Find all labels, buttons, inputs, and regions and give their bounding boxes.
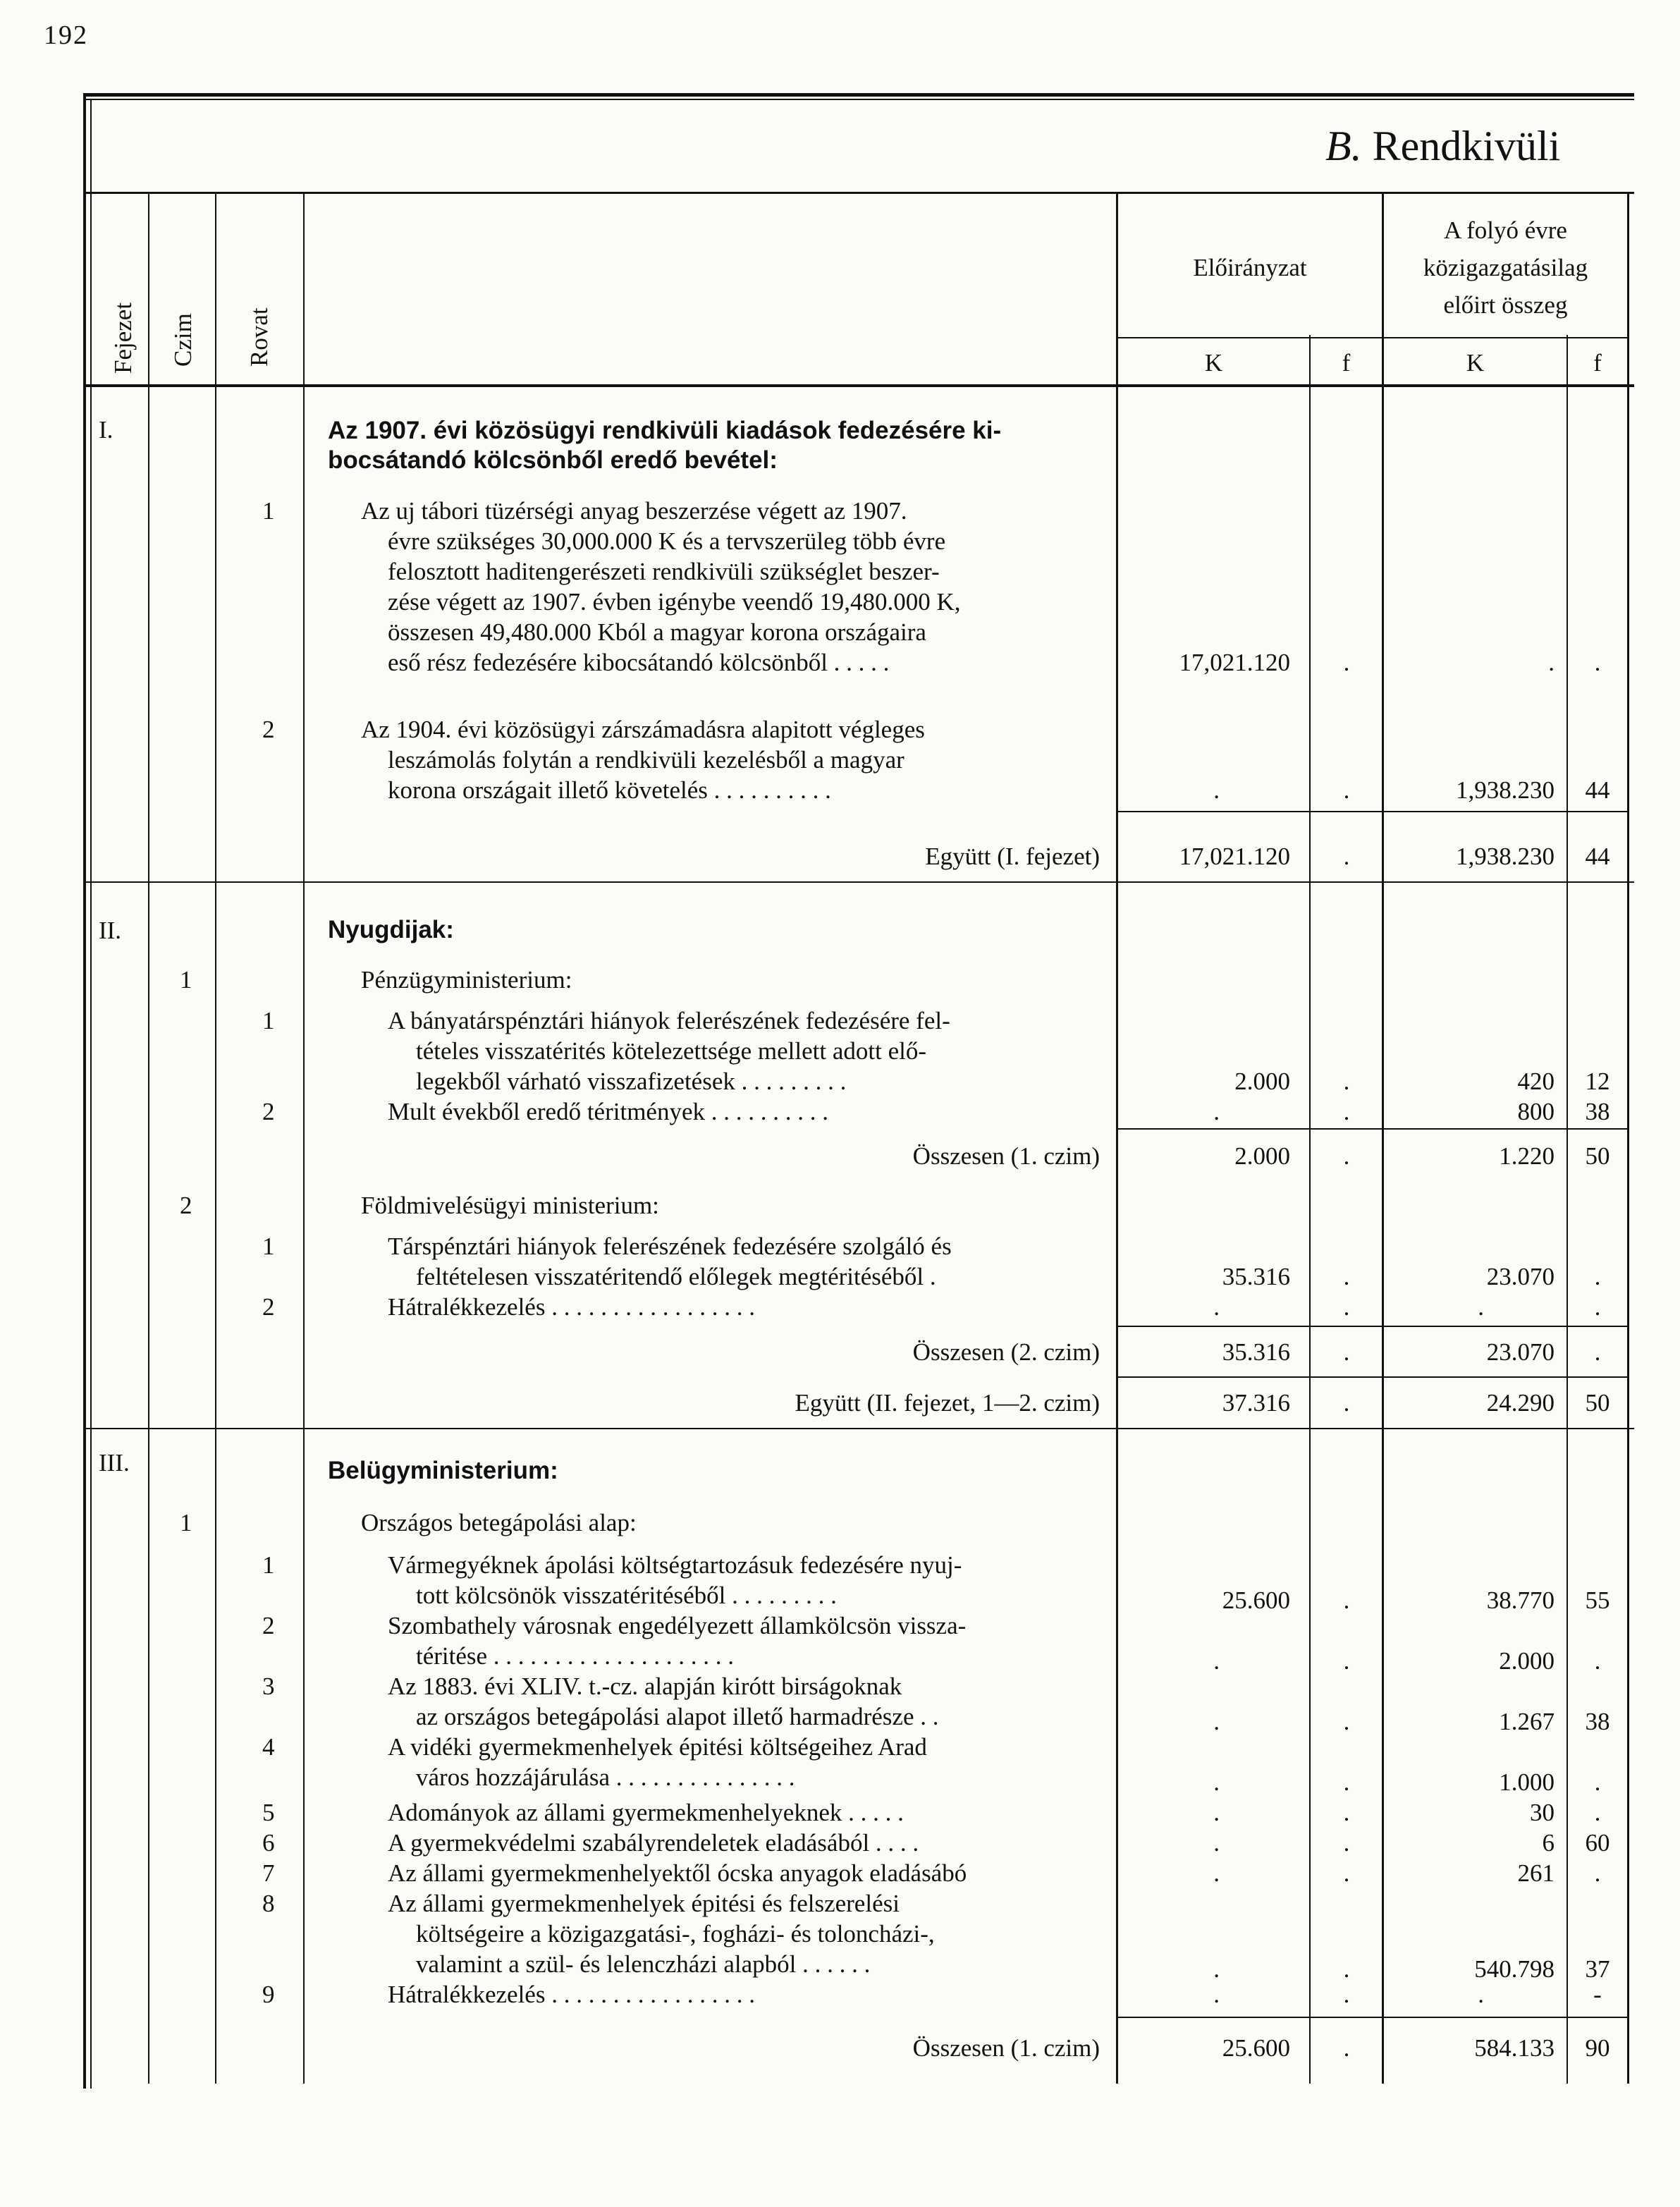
row-II-2-1-k1: 35.316 bbox=[1222, 1263, 1290, 1290]
row-II-1-2-f2: 38 bbox=[1585, 1098, 1610, 1125]
header-fejezet: Fejezet bbox=[109, 302, 137, 374]
left-border bbox=[83, 93, 86, 2089]
row-III-8-line2: költségeire a közigazgatási-, fogházi- és toloncházi-, bbox=[416, 1920, 935, 1948]
rovat-III-1: 1 bbox=[262, 1551, 275, 1579]
row-II-1-1-k1: 2.000 bbox=[1234, 1068, 1290, 1095]
sum-II-k1: 37.316 bbox=[1222, 1389, 1290, 1417]
header-k2: K bbox=[1466, 349, 1485, 377]
row-III-1-f2: 55 bbox=[1585, 1587, 1610, 1614]
fejezet-II: II. bbox=[99, 917, 122, 944]
row-III-8-k1: . bbox=[1213, 1955, 1220, 1983]
sum-II-1-k2: 1.220 bbox=[1499, 1142, 1555, 1170]
row-III-2-k1: . bbox=[1213, 1647, 1220, 1675]
sum-I-f1: . bbox=[1343, 843, 1350, 870]
sum-III-1-f2: 90 bbox=[1585, 2034, 1610, 2062]
sum-II-label: Együtt (II. fejezet, 1—2. czim) bbox=[795, 1389, 1100, 1417]
czim-II-1: 1 bbox=[180, 966, 192, 994]
row-III-5-k2: 30 bbox=[1530, 1799, 1555, 1826]
sum-I-k2: 1,938.230 bbox=[1456, 843, 1555, 870]
rovat-III-3: 3 bbox=[262, 1673, 275, 1700]
row-III-2-f1: . bbox=[1343, 1647, 1350, 1675]
rovat-II-2-2: 2 bbox=[262, 1293, 275, 1321]
row-III-6-k1: . bbox=[1213, 1829, 1220, 1857]
row-I-1-line4: zése végett az 1907. évben igénybe veendő 19,480.000 K, bbox=[388, 588, 961, 616]
row-III-7-k1: . bbox=[1213, 1859, 1220, 1887]
header-eloiranyzat: Előirányzat bbox=[1193, 254, 1307, 281]
row-III-3-k2: 1.267 bbox=[1499, 1708, 1555, 1735]
header-unit-rule bbox=[1118, 337, 1627, 338]
rovat-III-9: 9 bbox=[262, 1981, 275, 2008]
row-I-1-k2: . bbox=[1548, 649, 1555, 676]
sum-II-1-f2: 50 bbox=[1585, 1142, 1610, 1170]
sum-II-1-rule bbox=[1118, 1128, 1627, 1130]
row-III-4-line1: A vidéki gyermekmenhelyek épitési költségeihez Arad bbox=[388, 1733, 927, 1761]
sum-II-1-f1: . bbox=[1343, 1142, 1350, 1170]
header-folyo-3: előirt összeg bbox=[1443, 291, 1568, 319]
row-I-1-line2: évre szükséges 30,000.000 K és a tervszerüleg több évre bbox=[388, 527, 946, 555]
sum-II-f1: . bbox=[1343, 1389, 1350, 1417]
sum-II-1-k1: 2.000 bbox=[1234, 1142, 1290, 1170]
section-I-heading-1: Az 1907. évi közösügyi rendkivüli kiadások fedezésére ki- bbox=[328, 417, 1002, 444]
col-line-right bbox=[1627, 194, 1629, 2084]
row-I-1-f1: . bbox=[1343, 649, 1350, 676]
row-III-7-k2: 261 bbox=[1517, 1859, 1555, 1887]
row-II-2-1-line1: Társpénztári hiányok felerészének fedezésére szolgáló és bbox=[388, 1233, 952, 1260]
header-f2: f bbox=[1593, 349, 1602, 377]
czim-III-1: 1 bbox=[180, 1509, 192, 1536]
col-line-desc bbox=[1116, 194, 1118, 2084]
section-title-text: Rendkivüli bbox=[1372, 123, 1561, 169]
sum-III-1-f1: . bbox=[1343, 2034, 1350, 2062]
header-folyo-2: közigazgatásilag bbox=[1423, 254, 1588, 281]
czim-II-1-label: Pénzügyministerium: bbox=[361, 966, 572, 994]
row-II-1-1-f2: 12 bbox=[1585, 1068, 1610, 1095]
row-III-1-k2: 38.770 bbox=[1486, 1587, 1555, 1614]
row-II-2-2-f2: . bbox=[1594, 1293, 1601, 1321]
fejezet-I: I. bbox=[99, 416, 114, 444]
sum-II-f2: 50 bbox=[1585, 1389, 1610, 1417]
row-I-1-f2: . bbox=[1594, 649, 1601, 676]
fejezet-III: III. bbox=[99, 1449, 130, 1477]
row-I-2-f2: 44 bbox=[1585, 776, 1610, 804]
row-II-1-1-f1: . bbox=[1343, 1068, 1350, 1095]
section-II-end-rule bbox=[83, 1428, 1634, 1429]
row-I-2-line2: leszámolás folytán a rendkivüli kezelésből a magyar bbox=[388, 746, 905, 774]
row-III-4-line2: város hozzájárulása . . . . . . . . . . . . . . . bbox=[416, 1763, 795, 1791]
section-title-prefix: B. bbox=[1325, 123, 1362, 169]
sum-III-1-k2: 584.133 bbox=[1474, 2034, 1555, 2062]
row-II-1-2-k1: . bbox=[1213, 1098, 1220, 1125]
row-II-2-2-line1: Hátralékkezelés . . . . . . . . . . . . . . . . . bbox=[388, 1293, 755, 1321]
row-III-9-f1: . bbox=[1343, 1981, 1350, 2008]
rovat-III-8: 8 bbox=[262, 1890, 275, 1917]
czim-II-2-label: Földmivelésügyi ministerium: bbox=[361, 1192, 659, 1219]
row-III-3-f1: . bbox=[1343, 1708, 1350, 1735]
section-I-heading-2: bocsátandó kölcsönből eredő bevétel: bbox=[328, 446, 778, 474]
row-I-1-line3: felosztott haditengerészeti rendkivüli szükséglet beszer- bbox=[388, 558, 940, 585]
row-III-2-k2: 2.000 bbox=[1499, 1647, 1555, 1675]
col-line-k1 bbox=[1309, 335, 1311, 2084]
header-czim: Czim bbox=[169, 313, 197, 367]
row-III-6-f1: . bbox=[1343, 1829, 1350, 1857]
row-III-9-line1: Hátralékkezelés . . . . . . . . . . . . . . . . . bbox=[388, 1981, 755, 2008]
section-title bbox=[1325, 121, 1560, 171]
row-III-2-line2: téritése . . . . . . . . . . . . . . . . . . . . bbox=[416, 1642, 735, 1670]
sum-II-1-label: Összesen (1. czim) bbox=[912, 1142, 1100, 1170]
sum-III-1-label: Összesen (1. czim) bbox=[912, 2034, 1100, 2062]
row-I-2-k2: 1,938.230 bbox=[1456, 776, 1555, 804]
header-k1: K bbox=[1204, 349, 1223, 377]
row-III-1-f1: . bbox=[1343, 1587, 1350, 1614]
row-III-8-f1: . bbox=[1343, 1955, 1350, 1983]
rovat-I-2: 2 bbox=[262, 716, 275, 743]
section-II-heading: Nyugdijak: bbox=[328, 916, 454, 943]
row-III-4-f2: . bbox=[1594, 1768, 1601, 1796]
row-III-7-f1: . bbox=[1343, 1859, 1350, 1887]
row-II-2-2-k1: . bbox=[1213, 1293, 1220, 1321]
row-II-1-1-line3: legekből várható visszafizetések . . . . . . . . . bbox=[416, 1068, 847, 1095]
row-II-2-2-f1: . bbox=[1343, 1293, 1350, 1321]
section-III-heading: Belügyministerium: bbox=[328, 1457, 558, 1484]
rovat-III-7: 7 bbox=[262, 1859, 275, 1887]
sum-I-label: Együtt (I. fejezet) bbox=[925, 843, 1100, 870]
row-III-4-k2: 1.000 bbox=[1499, 1768, 1555, 1796]
row-II-1-2-f1: . bbox=[1343, 1098, 1350, 1125]
sum-III-1-rule bbox=[1118, 2017, 1627, 2018]
row-I-1-line5: összesen 49,480.000 Kból a magyar korona országaira bbox=[388, 618, 926, 646]
row-III-7-f2: . bbox=[1594, 1859, 1601, 1887]
rovat-III-2: 2 bbox=[262, 1612, 275, 1639]
col-line-k2 bbox=[1566, 335, 1568, 2084]
page-number: 192 bbox=[44, 20, 88, 50]
row-III-5-f1: . bbox=[1343, 1799, 1350, 1826]
row-III-5-line1: Adományok az állami gyermekmenhelyeknek . . . . . bbox=[388, 1799, 904, 1826]
row-III-9-f2: - bbox=[1593, 1981, 1602, 2008]
rovat-III-6: 6 bbox=[262, 1829, 275, 1857]
sum-II-2-label: Összesen (2. czim) bbox=[912, 1338, 1100, 1366]
rovat-II-2-1: 1 bbox=[262, 1233, 275, 1260]
row-II-1-2-k2: 800 bbox=[1517, 1098, 1555, 1125]
row-III-8-k2: 540.798 bbox=[1474, 1955, 1555, 1983]
section-I-end-rule bbox=[83, 881, 1634, 883]
top-rule bbox=[83, 93, 1634, 97]
sum-II-2-f1: . bbox=[1343, 1338, 1350, 1366]
col-line-f1 bbox=[1382, 194, 1384, 2084]
row-II-1-2-line1: Mult évekből eredő téritmények . . . . . . . . . . bbox=[388, 1098, 828, 1125]
row-III-4-f1: . bbox=[1343, 1768, 1350, 1796]
row-I-2-f1: . bbox=[1343, 776, 1350, 804]
rovat-III-5: 5 bbox=[262, 1799, 275, 1826]
row-I-2-line3: korona országait illető követelés . . . . . . . . . . bbox=[388, 776, 831, 804]
row-II-2-1-k2: 23.070 bbox=[1486, 1263, 1555, 1290]
sum-II-k2: 24.290 bbox=[1486, 1389, 1555, 1417]
header-top-rule bbox=[83, 192, 1634, 194]
row-III-7-line1: Az állami gyermekmenhelyektől ócska anyagok eladásábó bbox=[388, 1859, 967, 1887]
row-I-2-line1: Az 1904. évi közösügyi zárszámadásra alapitott végleges bbox=[361, 716, 925, 743]
row-III-5-f2: . bbox=[1594, 1799, 1601, 1826]
czim-III-1-label: Országos betegápolási alap: bbox=[361, 1509, 637, 1536]
row-III-1-line2: tott kölcsönök visszatéritéséből . . . . . . . . . bbox=[416, 1582, 837, 1609]
row-III-3-line1: Az 1883. évi XLIV. t.-cz. alapján kirótt birságoknak bbox=[388, 1673, 902, 1700]
row-III-6-k2: 6 bbox=[1542, 1829, 1555, 1857]
row-II-2-1-line2: feltételesen visszatéritendő előlegek megtéritéséből . bbox=[416, 1263, 936, 1290]
row-III-9-k2: . bbox=[1478, 1981, 1484, 2008]
sum-II-2-rule bbox=[1118, 1326, 1627, 1327]
top-rule-thin bbox=[83, 99, 1634, 100]
sum-II-2-f2: . bbox=[1594, 1338, 1601, 1366]
row-I-1-line1: Az uj tábori tüzérségi anyag beszerzése végett az 1907. bbox=[361, 497, 907, 525]
row-I-2-k1: . bbox=[1213, 776, 1220, 804]
col-line-rovat bbox=[303, 194, 305, 2084]
row-III-3-line2: az országos betegápolási alapot illető harmadrésze . . bbox=[416, 1703, 939, 1730]
left-border-inner bbox=[90, 100, 92, 2089]
row-II-1-1-line2: tételes visszatérités kötelezettsége mellett adott elő- bbox=[416, 1037, 927, 1065]
row-III-6-line1: A gyermekvédelmi szabályrendeletek eladásából . . . . bbox=[388, 1829, 919, 1857]
czim-II-2: 2 bbox=[180, 1192, 192, 1219]
row-I-1-line6: eső rész fedezésére kibocsátandó kölcsönből . . . . . bbox=[388, 649, 890, 676]
col-line-czim bbox=[215, 194, 216, 2084]
row-II-2-2-k2: . bbox=[1478, 1293, 1484, 1321]
header-bottom-rule bbox=[83, 384, 1634, 387]
row-III-8-line1: Az állami gyermekmenhelyek épitési és felszerelési bbox=[388, 1890, 900, 1917]
sum-I-rule bbox=[1118, 811, 1627, 812]
rovat-II-1-1: 1 bbox=[262, 1007, 275, 1034]
rovat-III-4: 4 bbox=[262, 1733, 275, 1761]
sum-II-2-k2: 23.070 bbox=[1486, 1338, 1555, 1366]
rovat-I-1: 1 bbox=[262, 497, 275, 525]
row-III-3-f2: 38 bbox=[1585, 1708, 1610, 1735]
row-III-2-line1: Szombathely városnak engedélyezett államkölcsön vissza- bbox=[388, 1612, 967, 1639]
row-I-1-k1: 17,021.120 bbox=[1179, 649, 1290, 676]
row-II-2-1-f1: . bbox=[1343, 1263, 1350, 1290]
row-II-1-1-k2: 420 bbox=[1517, 1068, 1555, 1095]
row-III-2-f2: . bbox=[1594, 1647, 1601, 1675]
row-III-8-line3: valamint a szül- és lelenczházi alapból . . . . . . bbox=[416, 1950, 871, 1978]
row-III-1-k1: 25.600 bbox=[1222, 1587, 1290, 1614]
rovat-II-1-2: 2 bbox=[262, 1098, 275, 1125]
sum-II-2-k1: 35.316 bbox=[1222, 1338, 1290, 1366]
header-f1: f bbox=[1342, 349, 1351, 377]
row-III-3-k1: . bbox=[1213, 1708, 1220, 1735]
sum-I-k1: 17,021.120 bbox=[1179, 843, 1290, 870]
row-II-1-1-line1: A bányatárspénztári hiányok felerészének fedezésére fel- bbox=[388, 1007, 950, 1034]
header-rovat: Rovat bbox=[245, 307, 273, 367]
col-line-fejezet bbox=[148, 194, 149, 2084]
row-II-2-1-f2: . bbox=[1594, 1263, 1601, 1290]
sum-I-f2: 44 bbox=[1585, 843, 1610, 870]
row-III-1-line1: Vármegyéknek ápolási költségtartozásuk fedezésére nyuj- bbox=[388, 1551, 962, 1579]
header-folyo-1: A folyó évre bbox=[1444, 216, 1567, 244]
row-III-8-f2: 37 bbox=[1585, 1955, 1610, 1983]
row-III-6-f2: 60 bbox=[1585, 1829, 1610, 1857]
row-III-9-k1: . bbox=[1213, 1981, 1220, 2008]
row-III-5-k1: . bbox=[1213, 1799, 1220, 1826]
sum-III-1-k1: 25.600 bbox=[1222, 2034, 1290, 2062]
row-III-4-k1: . bbox=[1213, 1768, 1220, 1796]
sum-II-rule bbox=[1118, 1376, 1627, 1378]
